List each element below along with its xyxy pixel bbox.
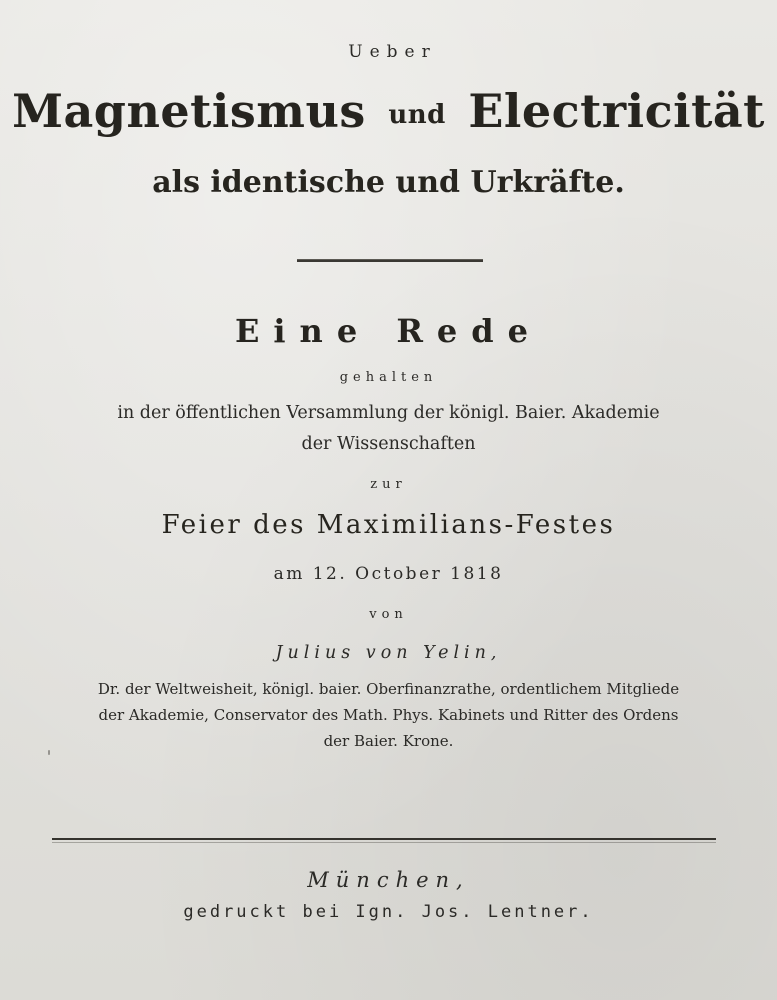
long-divider-rule: [52, 838, 716, 840]
credentials-line-1: Dr. der Weltweisheit, königl. baier. Oberfinanzrathe, ordentlichem Mitgliede: [97, 680, 680, 698]
short-divider-rule: [297, 259, 483, 262]
occasion-line-1: in der öffentlichen Versammlung der königl. Baier. Akademie: [117, 403, 660, 423]
long-divider-rule-shadow: [52, 842, 716, 843]
paper-speck: [48, 750, 50, 755]
date-line: am 12. October 1818: [273, 564, 504, 584]
author-name: Julius von Yelin,: [275, 643, 502, 663]
subtitle: als identische und Urkräfte.: [152, 165, 625, 200]
credentials-line-2: der Akademie, Conservator des Math. Phys. Kabinets und Ritter des Ordens: [98, 706, 679, 724]
genre-heading: Eine Rede: [235, 312, 542, 350]
imprint-printer: gedruckt bei Ign. Jos. Lentner.: [183, 902, 594, 922]
festival-heading: Feier des Maximilians-Festes: [161, 510, 616, 540]
von-label: von: [369, 607, 408, 622]
zur-label: zur: [370, 477, 407, 492]
main-title: [0, 84, 777, 138]
imprint-place: München,: [307, 868, 470, 892]
title-prefix: Ueber: [348, 42, 437, 62]
gehalten-label: gehalten: [339, 370, 438, 385]
title-part-magnetismus: Magnetismus: [12, 84, 366, 138]
title-conjunction: und: [388, 100, 446, 130]
credentials-line-3: der Baier. Krone.: [323, 732, 454, 750]
occasion-line-2: der Wissenschaften: [301, 434, 476, 454]
title-part-electricitaet: Electricität: [468, 84, 765, 138]
